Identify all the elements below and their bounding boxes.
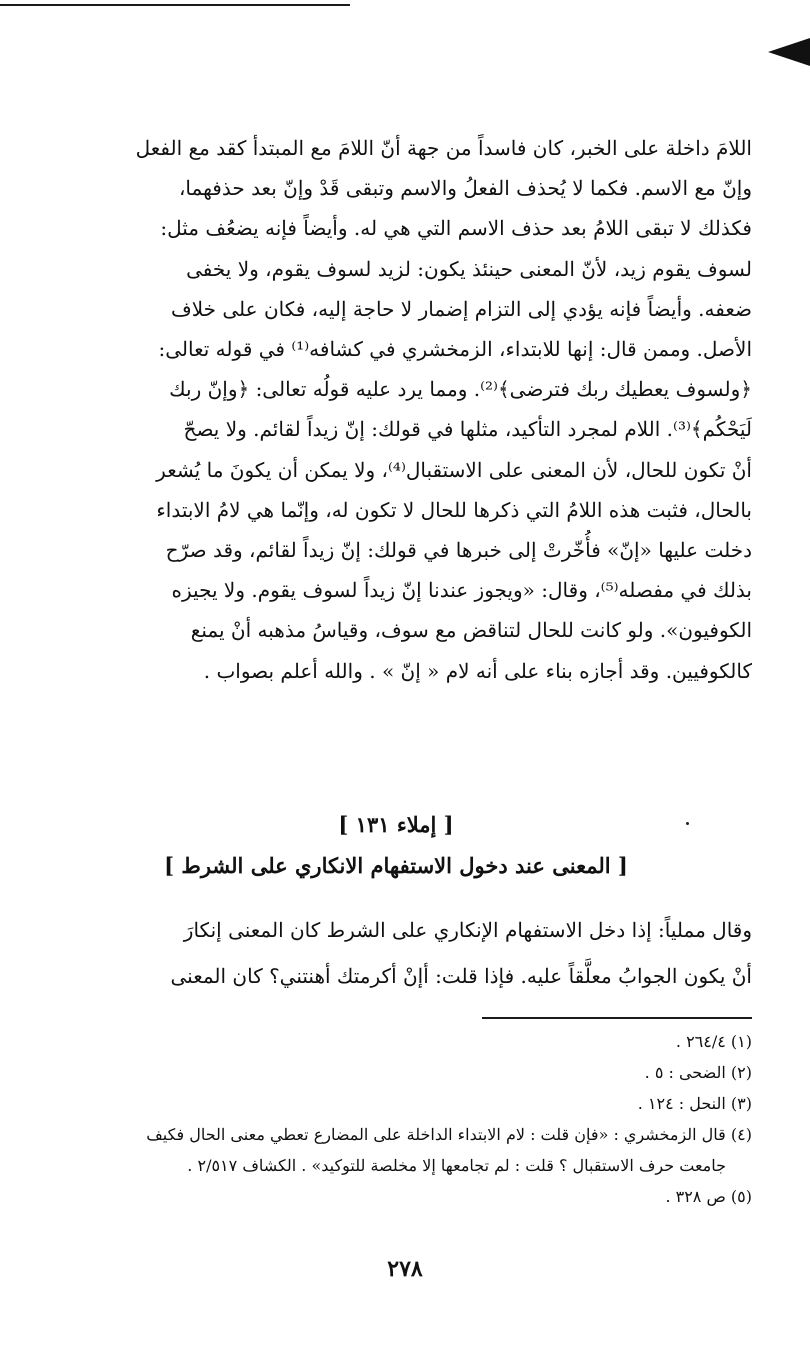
text-line: ضعفه. وأيضاً فإنه يؤدي إلى التزام إضمار لا حاجة إليه، فكان على خلاف: [170, 296, 752, 321]
page-corner-arrow-icon: [768, 38, 810, 66]
text-line: أنْ تكون للحال، لأن المعنى على الاستقبال⁽⁴⁾، ولا يمكن أن يكونَ ما يُشعر: [156, 457, 752, 482]
dictation-heading: [ إملاء ١٣١ ]: [338, 812, 454, 837]
text-line: بالحال، فثبت هذه اللامُ التي ذكرها للحال لا تكون له، وإنّما هي لامُ الابتداء: [156, 497, 752, 522]
footnote-item: (٥) ص ٣٢٨ .: [665, 1187, 752, 1206]
text-line: لَيَحْكُم﴾⁽³⁾. اللام لمجرد التأكيد، مثلها في قولك: إنّ زيداً لقائم. ولا يصحّ: [183, 417, 752, 442]
footnote-item: (٣) النحل : ١٢٤ .: [637, 1094, 752, 1113]
text-line: اللامَ داخلة على الخبر، كان فاسداً من جهة أنّ اللامَ مع المبتدأ كقد مع الفعل: [135, 136, 752, 160]
text-line: دخلت عليها «إنّ» فأُخّرتْ إلى خبرها في قولك: إنّ زيداً لقائم، وقد صرّح: [165, 538, 752, 563]
text-line: لسوف يقوم زيد، لأنّ المعنى حينئذ يكون: لزيد لسوف يقوم، ولا يخفى: [186, 256, 752, 281]
text-line: بذلك في مفصله⁽⁵⁾، وقال: «ويجوز عندنا إنّ زيداً لسوف يقوم. ولا يجيزه: [171, 578, 752, 603]
footnote-item: (٤) قال الزمخشري : «فإن قلت : لام الابتداء الداخلة على المضارع تعطي معنى الحال فكيف: [146, 1125, 752, 1144]
subject-heading: [ المعنى عند دخول الاستفهام الانكاري على الشرط ]: [164, 853, 628, 878]
footnote-item: (٢) الضحى : ٥ .: [644, 1063, 752, 1082]
top-rule: [0, 4, 350, 6]
text-line: كالكوفيين. وقد أجازه بناء على أنه لام « إنّ » . والله أعلم بصواب .: [203, 658, 752, 683]
footnote-item: (١) ٢٦٤/٤ .: [675, 1032, 752, 1051]
main-paragraph: [40, 128, 752, 691]
text-line: أنْ يكون الجوابُ معلَّقاً عليه. فإذا قلت: أإنْ أكرمتك أهنتني؟ كان المعنى: [170, 964, 752, 988]
text-line: الكوفيون». ولو كانت للحال لتناقض مع سوف، وقياسُ مذهبه أنْ يمنع: [190, 618, 752, 643]
text-line: وإنّ مع الاسم. فكما لا يُحذف الفعلُ والاسم وتبقى قَدْ وإنّ بعد حذفهما،: [178, 176, 752, 201]
second-paragraph: [40, 907, 752, 999]
text-line: وقال مملياً: إذا دخل الاستفهام الإنكاري على الشرط كان المعنى إنكارَ: [183, 918, 752, 942]
footnote-divider: [482, 1017, 752, 1019]
footnotes-list: [40, 1026, 752, 1212]
text-line: فكذلك لا تبقى اللامُ بعد حذف الاسم التي هي له. وأيضاً فإنه يضعُف مثل:: [160, 216, 752, 241]
page-number: ٢٧٨: [387, 1256, 423, 1282]
text-line: ﴿ولسوف يعطيك ربك فترضى﴾⁽²⁾. ومما يرد عليه قولُه تعالى: ﴿وإنّ ربك: [169, 377, 752, 402]
footnote-continuation: جامعت حرف الاستقبال ؟ قلت : لم تجامعها إلا مخلصة للتوكيد» . الكشاف ٢/٥١٧ .: [187, 1156, 726, 1175]
text-line: الأصل. وممن قال: إنها للابتداء، الزمخشري في كشافه⁽¹⁾ في قوله تعالى:: [158, 337, 752, 362]
